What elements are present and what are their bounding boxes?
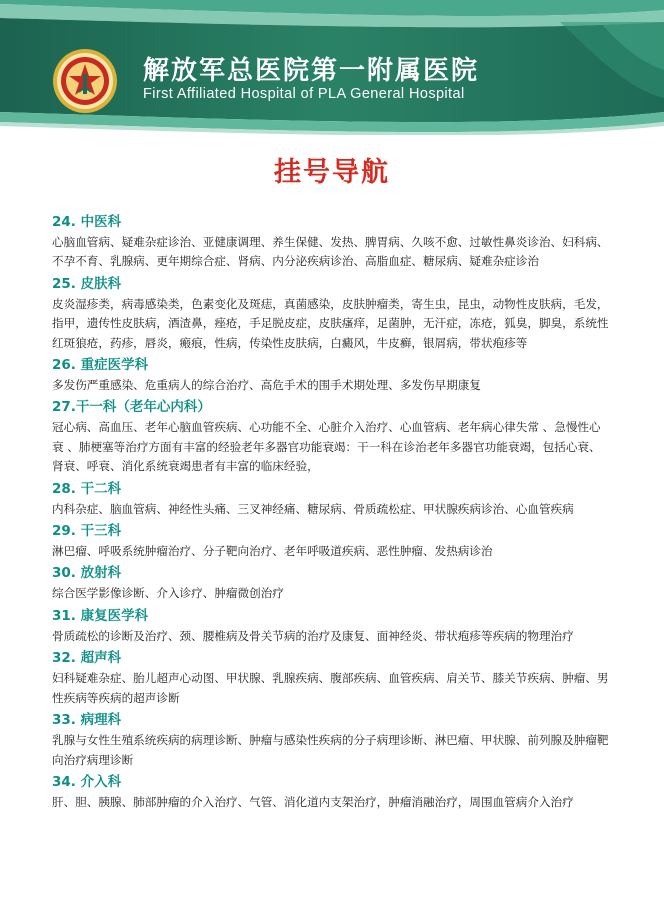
department-title: 33. 病理科 (52, 712, 122, 729)
department-title: 24. 中医科 (52, 214, 122, 230)
department-entry (52, 520, 612, 561)
department-description: 肝、胆、胰腺、肺部肿瘤的介入治疗、气管、消化道内支架治疗，肿瘤消融治疗，周围血管病介入治疗 (52, 794, 574, 809)
department-description: 内科杂症、脑血管病、神经性头痛、三叉神经痛、糖尿病、骨质疏松症、甲状腺疾病诊治、心血管疾病 (52, 501, 574, 516)
header-banner (0, 0, 664, 135)
department-title: 31. 康复医学科 (52, 607, 149, 624)
department-entry (52, 647, 612, 708)
department-description: 乳腺与女性生殖系统疾病的病理诊断、肿瘤与感染性疾病的分子病理诊断、淋巴瘤、甲状腺、前列腺及肿瘤靶向治疗病理诊断 (52, 733, 609, 767)
department-list (52, 211, 612, 813)
department-title: 30. 放射科 (52, 565, 122, 582)
department-description: 心脑血管病、疑难杂症诊治、亚健康调理、养生保健、发热、脾胃病、久咳不愈、过敏性鼻炎诊治、妇科病、不孕不育、乳腺病、更年期综合症、肾病、内分泌疾病诊治、高脂血症、糖尿病、疑难杂症诊治 (52, 235, 609, 269)
department-title: 34. 介入科 (52, 773, 122, 790)
department-description: 妇科疑难杂症、胎儿超声心动图、甲状腺、乳腺疾病、腹部疾病、血管疾病、肩关节、膝关节疾病、肿瘤、男性疾病等疾病的超声诊断 (52, 671, 609, 705)
department-title: 27.干一科（老年心内科） (52, 399, 211, 416)
department-entry (52, 478, 612, 519)
department-description: 皮炎湿疹类，病毒感染类，色素变化及斑痣，真菌感染，皮肤肿瘤类，寄生虫，昆虫，动物性皮肤病，毛发，指甲，遗传性皮肤病，酒渣鼻，痤疮，手足脱皮症，皮肤瘙痒，足菌肿，无汗症，冻疮，狐臭，脚臭，系统性红斑狼疮，药疹，唇炎，瘢痕，性病，传染性皮肤病，白癜风，牛皮癣，银屑病，带状疱疹等 (52, 296, 609, 350)
department-title: 29. 干三科 (52, 523, 122, 540)
hospital-name-en: First Affiliated Hospital of PLA General Hospital (143, 86, 465, 102)
department-entry (52, 562, 612, 603)
department-description: 综合医学影像诊断、介入诊疗、肿瘤微创治疗 (52, 586, 284, 601)
department-title: 25. 皮肤科 (52, 275, 122, 292)
department-entry (52, 771, 612, 812)
department-title: 32. 超声科 (52, 650, 122, 667)
department-description: 冠心病、高血压、老年心脑血管疾病、心功能不全、心脏介入治疗、心血管病、老年病心律失常 、急慢性心衰 、肺梗塞等治疗方面有丰富的经验老年多器官功能衰竭：干一科在诊治老年多器官功能衰竭，包括心衰、肾衰、呼衰、消化系统衰竭患者有丰富的临床经验， (52, 420, 601, 474)
page-title: 挂号导航 (274, 157, 390, 188)
department-description: 多发伤严重感染、危重病人的综合治疗、高危手术的围手术期处理、多发伤早期康复 (52, 378, 481, 393)
department-description: 淋巴瘤、呼吸系统肿瘤治疗、分子靶向治疗、老年呼吸道疾病、恶性肿瘤、发热病诊治 (52, 544, 493, 559)
department-title: 28. 干二科 (52, 480, 122, 497)
hospital-emblem-icon (52, 48, 118, 114)
department-entry (52, 211, 612, 272)
department-entry (52, 273, 612, 353)
department-description: 骨质疏松的诊断及治疗、颈、腰椎病及骨关节病的治疗及康复、面神经炎、带状疱疹等疾病的物理治疗 (52, 628, 574, 643)
department-entry (52, 396, 612, 476)
department-entry (52, 605, 612, 646)
hospital-name-cn: 解放军总医院第一附属医院 (143, 56, 480, 86)
department-entry (52, 709, 612, 770)
department-title: 26. 重症医学科 (52, 357, 149, 374)
department-entry (52, 354, 612, 395)
